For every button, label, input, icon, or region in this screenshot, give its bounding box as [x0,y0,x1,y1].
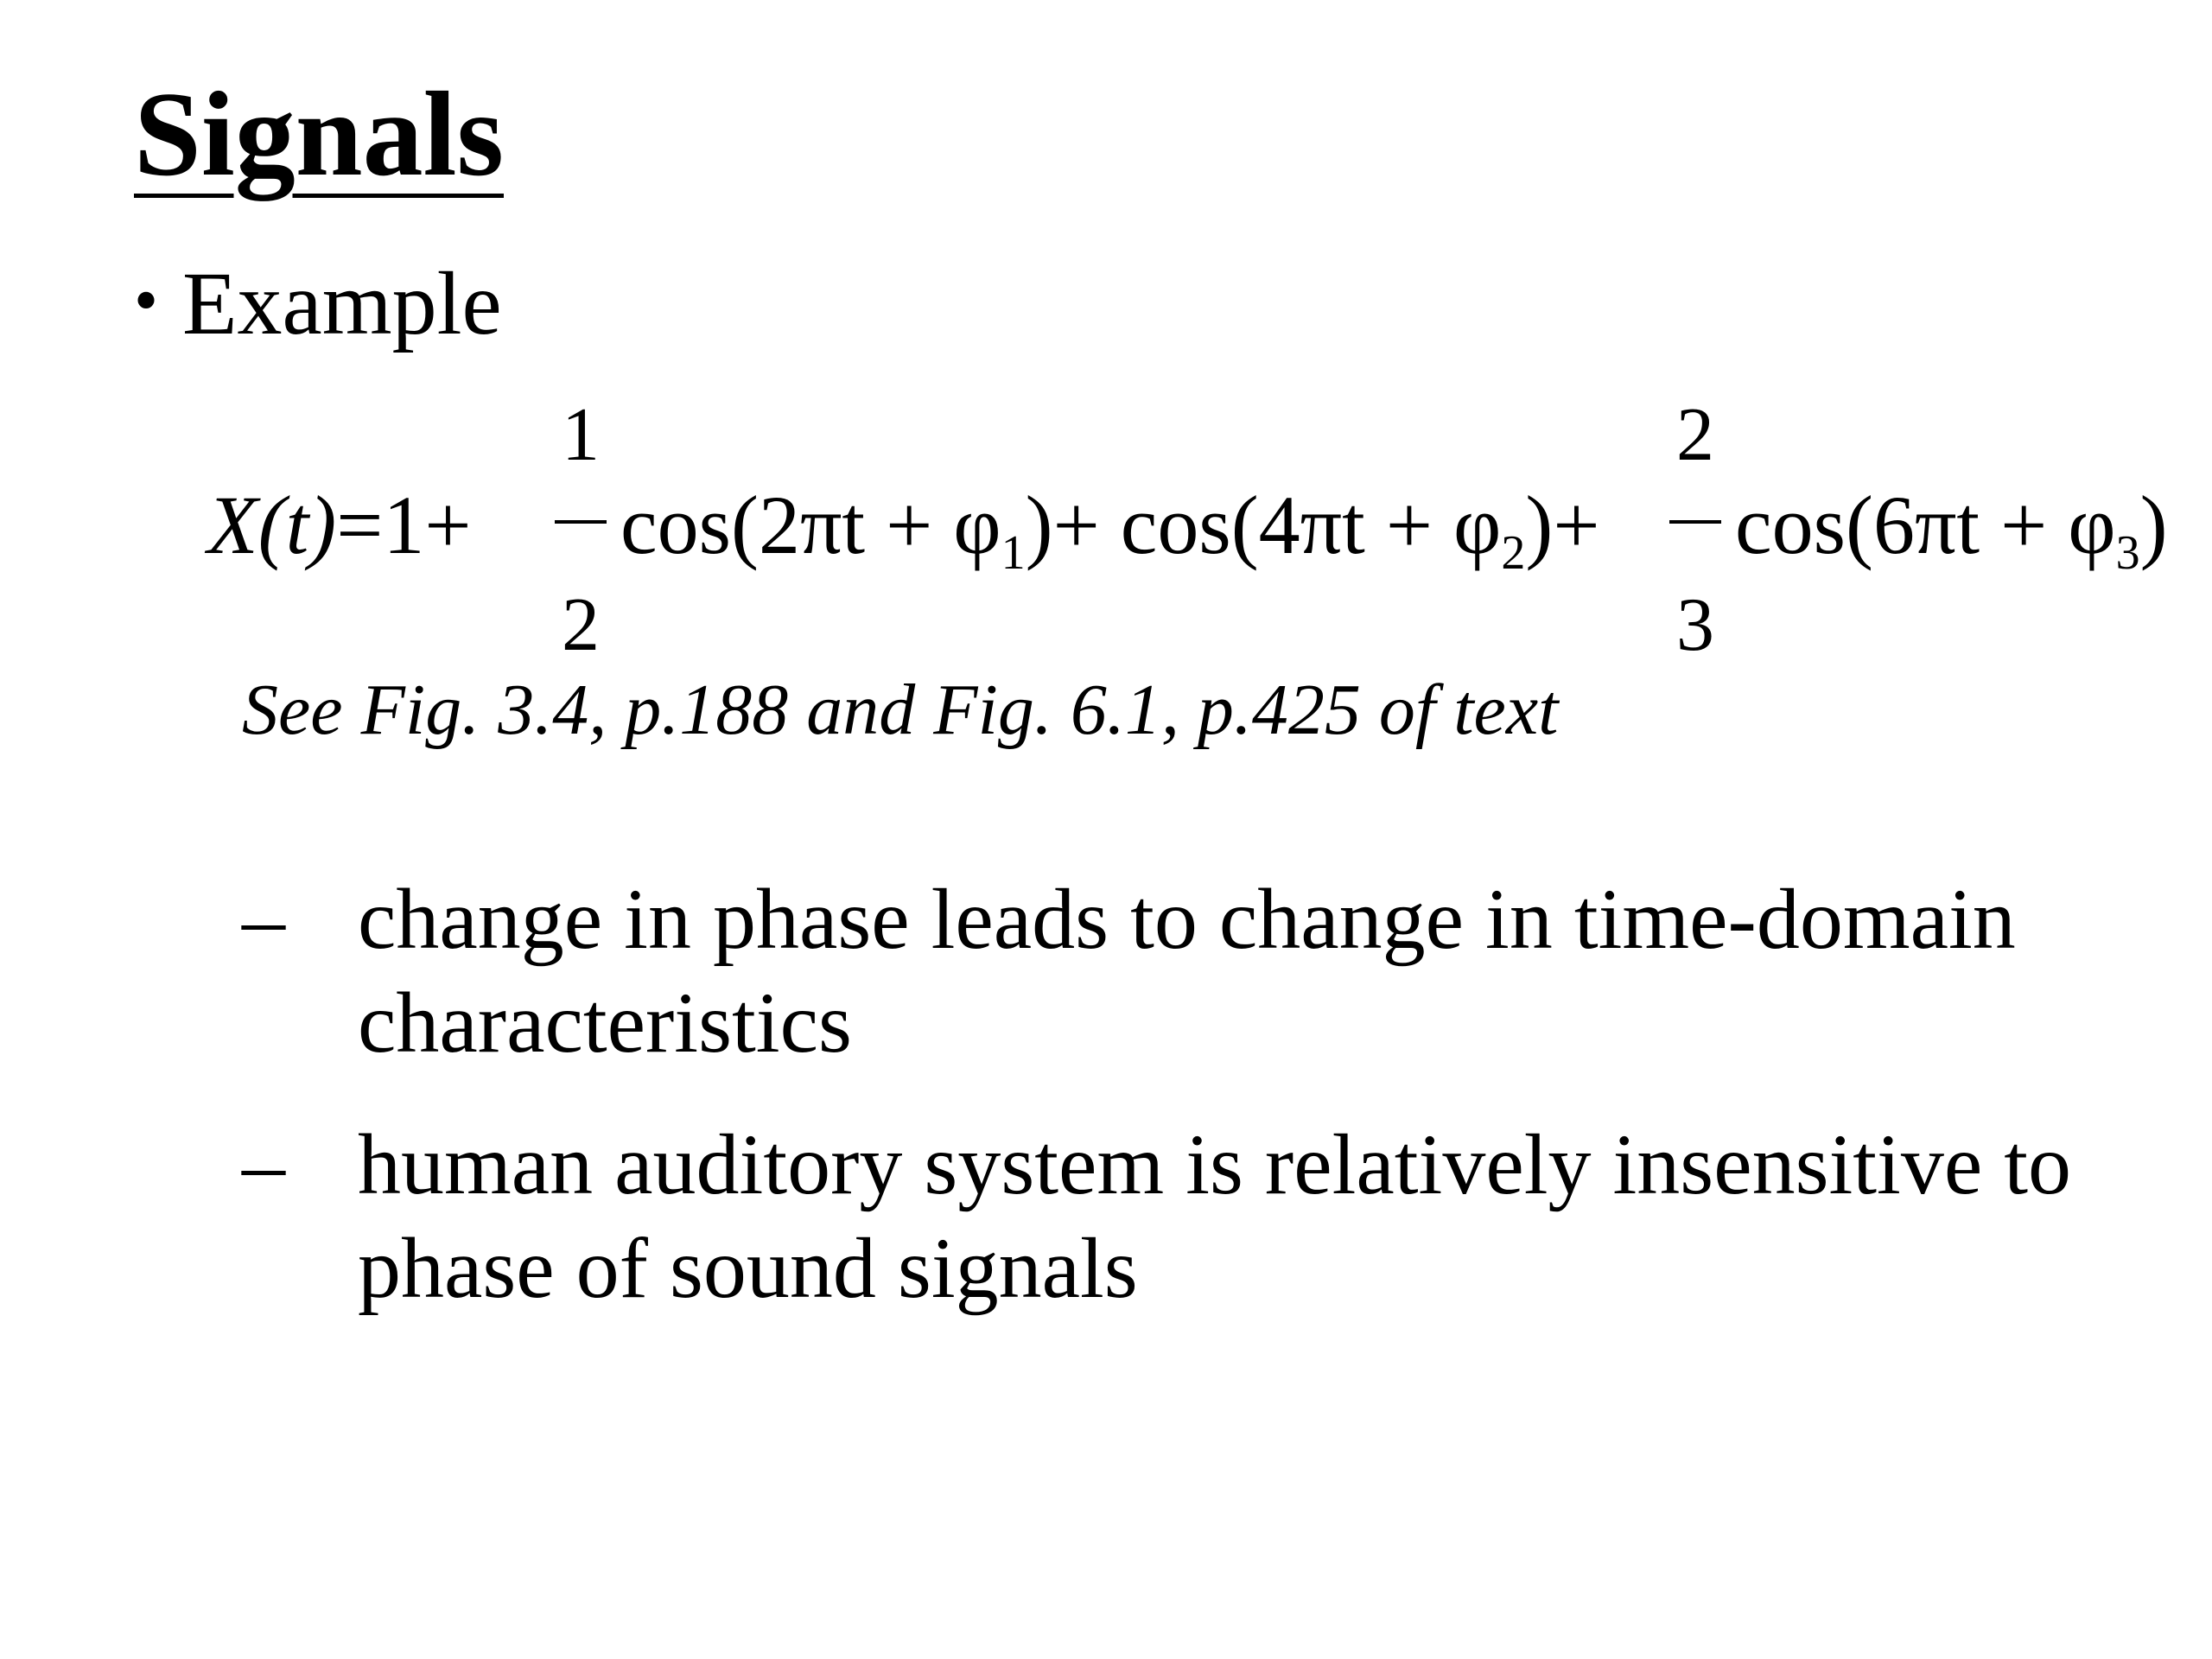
equation-sub2: 2 [1501,526,1526,580]
equation-term1: cos(2πt + φ [620,479,1001,571]
figure-reference: See Fig. 3.4, p.188 and Fig. 6.1, p.425 of text [242,670,1559,750]
equation-part-last-term [1735,479,2168,580]
fraction-bar [555,520,607,524]
equation-sub1: 1 [1001,526,1026,580]
sub-item-dash: – [242,871,285,967]
equation-part-lhs [207,479,472,571]
bullet-example [134,254,502,353]
fraction-numerator: 2 [1676,393,1714,477]
bullet-text: Example [182,254,502,353]
equation-sub3: 3 [2115,526,2140,580]
equation-part-cos-terms [620,479,1600,580]
equation-term1-close: )+ cos(4πt + φ [1025,479,1502,571]
fraction-bar [1669,520,1721,524]
equation-term3: cos(6πt + φ [1735,479,2116,571]
equation-equals: = [336,479,384,571]
bullet-dot: • [134,263,159,339]
equation-lhs: X(t) [207,479,337,571]
fraction-denominator: 3 [1676,583,1714,667]
equation [207,393,2186,667]
sub-item-dash: – [242,1116,285,1212]
equation-term0: 1+ [383,479,472,571]
fraction-denominator: 2 [562,583,600,667]
sub-item-text: change in phase leads to change in time-domain characteristics [358,871,2016,1071]
slide-title: Signals [134,67,504,201]
equation-term2-close: )+ [1525,479,1600,571]
equation-term3-close: ) [2139,479,2168,571]
sub-item-text: human auditory system is relatively insensitive to phase of sound signals [358,1116,2072,1316]
fraction-numerator: 1 [562,393,600,477]
